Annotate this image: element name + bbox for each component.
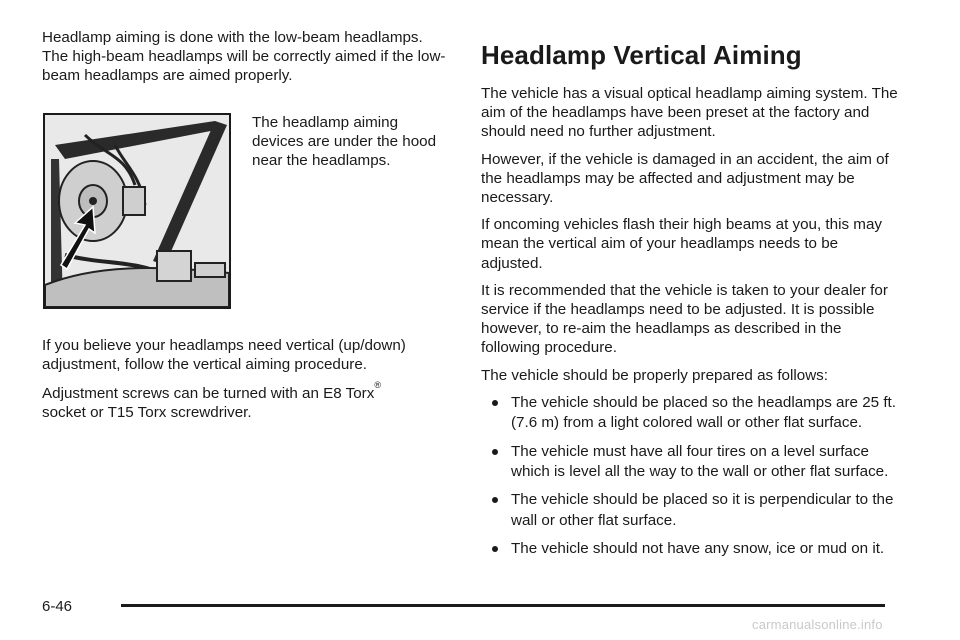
figure-row — [42, 113, 452, 313]
adjustment-screws-text-cont: socket or T15 Torx screwdriver. — [42, 404, 252, 422]
headlamp-aiming-device-photo — [43, 113, 231, 309]
section-heading: Headlamp Vertical Aiming — [481, 40, 802, 70]
list-item-text: The vehicle should not have any snow, ice or mud on it. — [511, 540, 885, 558]
body-paragraph: If oncoming vehicles flash their high beams at you, this may mean the vertical aim of your headlamps needs to be adjusted. — [481, 216, 882, 272]
list-item-text: The vehicle should be placed so the headlamps are 25 ft. (7.6 m) from a light colored wall or other flat surface. — [511, 393, 896, 432]
body-paragraph: The vehicle should be properly prepared as follows: — [481, 366, 828, 384]
footer-rule — [121, 604, 885, 607]
list-item — [481, 490, 901, 531]
list-item-text: The vehicle should be placed so it is perpendicular to the wall or other flat surface. — [511, 491, 894, 529]
registered-mark: ® — [374, 379, 381, 390]
engine-bay-illustration — [45, 115, 229, 307]
bullet-icon — [492, 546, 498, 552]
body-paragraph: It is recommended that the vehicle is taken to your dealer for service if the headlamps need to be adjusted. It is possible however, to re-aim the headlamps as described in the following procedure. — [481, 281, 888, 357]
body-paragraph: The vehicle has a visual optical headlamp aiming system. The aim of the headlamps have been preset at the factory and should need no further adjustment. — [481, 85, 898, 141]
figure-caption: The headlamp aiming devices are under the hood near the headlamps. — [252, 113, 437, 170]
adjustment-screws-text: Adjustment screws can be turned with an E8 Torx — [42, 385, 375, 403]
intro-paragraph: Headlamp aiming is done with the low-beam headlamps. The high-beam headlamps will be correctly aimed if the low-beam headlamps are aimed properly. — [42, 29, 446, 85]
list-item — [481, 539, 901, 559]
vertical-adjustment-paragraph: If you believe your headlamps need vertical (up/down) adjustment, follow the vertical aiming procedure. — [42, 336, 406, 373]
bullet-icon — [492, 449, 498, 455]
right-column — [481, 40, 901, 568]
list-item-text: The vehicle must have all four tires on a level surface which is level all the way to the wall or other flat surface. — [511, 442, 889, 481]
adjustment-screws-paragraph — [42, 379, 452, 422]
bullet-icon — [492, 497, 498, 503]
watermark: carmanualsonline.info — [752, 617, 883, 632]
body-paragraph: However, if the vehicle is damaged in an accident, the aim of the headlamps may be affected and adjustment may be necessary. — [481, 150, 889, 207]
preparation-list — [481, 393, 901, 560]
page-number: 6-46 — [42, 598, 73, 615]
bullet-icon — [492, 400, 498, 406]
list-item — [481, 393, 901, 434]
list-item — [481, 442, 901, 483]
left-column — [42, 28, 452, 422]
